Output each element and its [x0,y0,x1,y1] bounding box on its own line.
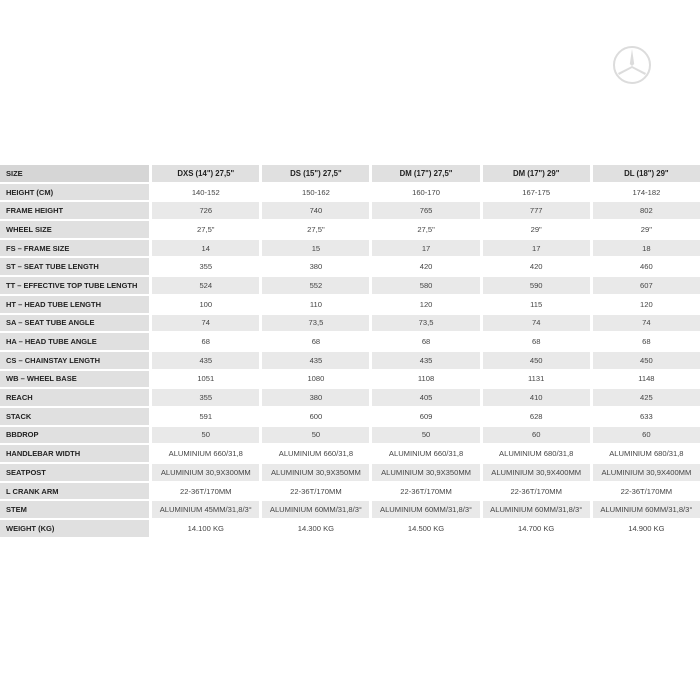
table-cell: ALUMINIUM 660/31,8 [372,445,479,462]
table-cell: 120 [593,296,700,313]
table-cell: 150-162 [262,184,369,201]
table-row [0,389,700,406]
table-cell: 633 [593,408,700,425]
table-cell: 68 [152,333,259,350]
row-label: FRAME HEIGHT [0,202,149,219]
row-label: HEIGHT (CM) [0,184,149,201]
row-label: HA – HEAD TUBE ANGLE [0,333,149,350]
table-cell: 74 [593,315,700,332]
row-label: ST – SEAT TUBE LENGTH [0,258,149,275]
row-label: STEM [0,501,149,518]
table-cell: ALUMINIUM 60MM/31,8/3° [593,501,700,518]
table-cell: 14.900 KG [593,520,700,537]
table-cell: 160-170 [372,184,479,201]
table-cell: 14.700 KG [483,520,590,537]
table-cell: 27,5" [372,221,479,238]
table-cell: 22-36T/170MM [483,483,590,500]
table-cell: 14.300 KG [262,520,369,537]
table-row [0,315,700,332]
row-label: FS – FRAME SIZE [0,240,149,257]
table-cell: 73,5 [372,315,479,332]
table-cell: 50 [262,427,369,444]
table-cell: ALUMINIUM 30,9X400MM [593,464,700,481]
table-cell: 600 [262,408,369,425]
table-cell: 68 [593,333,700,350]
table-cell: 460 [593,258,700,275]
table-cell: ALUMINIUM 680/31,8 [593,445,700,462]
row-label: REACH [0,389,149,406]
row-label: BBDROP [0,427,149,444]
header-cell: DM (17") 27,5" [372,165,479,182]
row-label: WEIGHT (KG) [0,520,149,537]
table-cell: 18 [593,240,700,257]
table-cell: 1108 [372,371,479,388]
table-cell: 355 [152,389,259,406]
table-cell: 22-36T/170MM [593,483,700,500]
table-cell: 120 [372,296,479,313]
table-row [0,408,700,425]
table-cell: 60 [593,427,700,444]
table-cell: 765 [372,202,479,219]
table-row [0,296,700,313]
table-cell: 14.500 KG [372,520,479,537]
table-cell: 740 [262,202,369,219]
table-row [0,427,700,444]
table-cell: ALUMINIUM 660/31,8 [262,445,369,462]
table-cell: 17 [483,240,590,257]
row-label: TT – EFFECTIVE TOP TUBE LENGTH [0,277,149,294]
table-cell: 14.100 KG [152,520,259,537]
table-cell: ALUMINIUM 60MM/31,8/3° [372,501,479,518]
table-cell: ALUMINIUM 660/31,8 [152,445,259,462]
row-label: STACK [0,408,149,425]
table-row [0,258,700,275]
table-cell: 590 [483,277,590,294]
table-cell: 68 [483,333,590,350]
table-cell: 628 [483,408,590,425]
table-row [0,184,700,201]
mercedes-star-icon [612,45,652,85]
table-row [0,483,700,500]
table-cell: ALUMINIUM 60MM/31,8/3° [262,501,369,518]
table-cell: 607 [593,277,700,294]
table-cell: 1080 [262,371,369,388]
table-cell: 22-36T/170MM [152,483,259,500]
table-cell: ALUMINIUM 680/31,8 [483,445,590,462]
row-label: HT – HEAD TUBE LENGTH [0,296,149,313]
table-cell: 27,5" [262,221,369,238]
table-cell: 435 [262,352,369,369]
table-cell: 1051 [152,371,259,388]
table-cell: 110 [262,296,369,313]
table-cell: 435 [152,352,259,369]
table-cell: 552 [262,277,369,294]
table-cell: 14 [152,240,259,257]
table-cell: 524 [152,277,259,294]
table-cell: 1131 [483,371,590,388]
table-row [0,333,700,350]
table-row [0,202,700,219]
table-row [0,352,700,369]
table-cell: ALUMINIUM 45MM/31,8/3° [152,501,259,518]
table-cell: 29" [593,221,700,238]
table-row [0,371,700,388]
table-cell: 22-36T/170MM [372,483,479,500]
row-label: SA – SEAT TUBE ANGLE [0,315,149,332]
row-label: WHEEL SIZE [0,221,149,238]
table-cell: 73,5 [262,315,369,332]
table-cell: 609 [372,408,479,425]
table-cell: 27,5" [152,221,259,238]
table-cell: 802 [593,202,700,219]
table-cell: ALUMINIUM 60MM/31,8/3° [483,501,590,518]
table-cell: 380 [262,258,369,275]
header-cell: DM (17") 29" [483,165,590,182]
table-cell: 420 [372,258,479,275]
table-cell: 17 [372,240,479,257]
table-cell: 50 [372,427,479,444]
table-cell: 425 [593,389,700,406]
table-cell: 22-36T/170MM [262,483,369,500]
table-cell: 355 [152,258,259,275]
table-cell: ALUMINIUM 30,9X300MM [152,464,259,481]
table-cell: 167-175 [483,184,590,201]
table-cell: 420 [483,258,590,275]
row-label: CS – CHAINSTAY LENGTH [0,352,149,369]
row-label: WB – WHEEL BASE [0,371,149,388]
table-cell: 450 [593,352,700,369]
table-cell: 580 [372,277,479,294]
table-row [0,277,700,294]
header-cell: DXS (14") 27,5" [152,165,259,182]
table-cell: 450 [483,352,590,369]
table-cell: 1148 [593,371,700,388]
table-cell: 140-152 [152,184,259,201]
header-cell: DL (18") 29" [593,165,700,182]
table-cell: 435 [372,352,479,369]
table-cell: 410 [483,389,590,406]
table-row [0,445,700,462]
header-cell: SIZE [0,165,149,182]
table-cell: 777 [483,202,590,219]
table-row [0,464,700,481]
table-cell: 68 [372,333,479,350]
table-cell: ALUMINIUM 30,9X350MM [262,464,369,481]
row-label: L CRANK ARM [0,483,149,500]
table-cell: ALUMINIUM 30,9X400MM [483,464,590,481]
table-cell: 74 [152,315,259,332]
header-cell: DS (15") 27,5" [262,165,369,182]
table-row [0,501,700,518]
table-cell: 100 [152,296,259,313]
table-cell: 726 [152,202,259,219]
table-cell: 74 [483,315,590,332]
table-cell: 591 [152,408,259,425]
row-label: SEATPOST [0,464,149,481]
table-row [0,240,700,257]
table-cell: 174-182 [593,184,700,201]
table-cell: 115 [483,296,590,313]
table-cell: ALUMINIUM 30,9X350MM [372,464,479,481]
table-header-row [0,165,700,182]
table-cell: 380 [262,389,369,406]
geometry-spec-table [0,163,700,539]
table-row [0,520,700,537]
row-label: HANDLEBAR WIDTH [0,445,149,462]
table-cell: 15 [262,240,369,257]
table-cell: 68 [262,333,369,350]
table-row [0,221,700,238]
table-cell: 405 [372,389,479,406]
table-cell: 50 [152,427,259,444]
table-cell: 29" [483,221,590,238]
table-cell: 60 [483,427,590,444]
